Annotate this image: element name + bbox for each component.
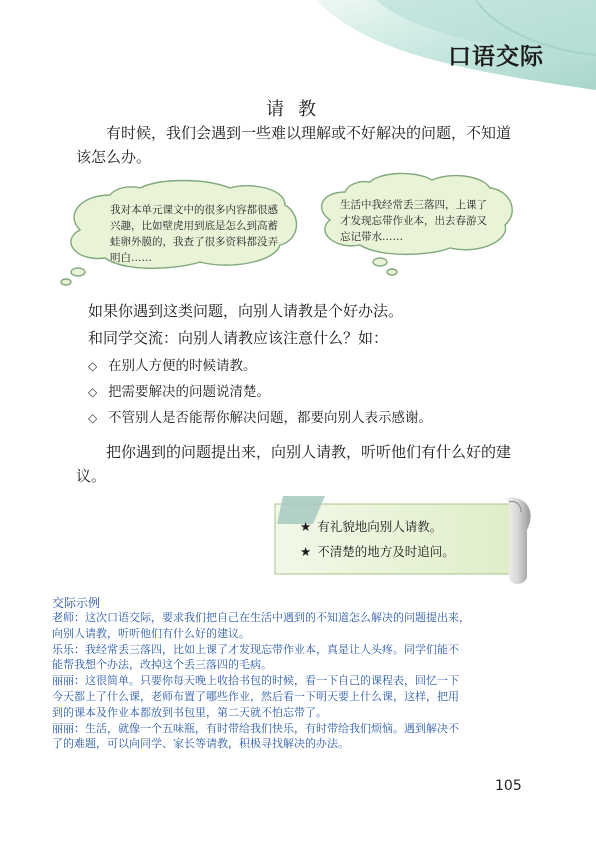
example-title: 交际示例 — [52, 596, 101, 610]
discuss-line: 和同学交流：向别人请教应该注意什么？如： — [88, 329, 389, 347]
advice-line: 如果你遇到这类问题，向别人请教是个好办法。 — [88, 302, 404, 320]
scroll-item: ★ 不清楚的地方及时追问。 — [300, 544, 455, 559]
intro-paragraph: 有时候，我们会遇到一些难以理解或不好解决的问题，不知道该怎么办。 — [76, 124, 512, 166]
dialogue-line: 能帮我想个办法，改掉这个丢三落四的毛病。 — [52, 658, 272, 672]
scroll-item: ★ 有礼貌地向别人请教。 — [300, 519, 443, 534]
dialogue-line: 丽丽：这很简单。只要你每天晚上收拾书包的时候，看一下自己的课程表，回忆一下 — [52, 674, 459, 688]
dialogue-line: 丽丽：生活，就像一个五味瓶，有时带给我们快乐，有时带给我们烦恼。遇到解决不 — [52, 721, 459, 735]
dialogue-line: 了的难题，可以向同学、家长等请教，积极寻找解决的办法。 — [52, 737, 349, 751]
tip-item: ◇ 把需要解决的问题说清楚。 — [88, 384, 270, 400]
section-title: 口语交际 — [448, 44, 544, 70]
star-icon: ★ — [300, 544, 312, 559]
scroll-note — [265, 490, 540, 590]
dialogue-line: 今天都上了什么课，老师布置了哪些作业，然后看一下明天要上什么课，这样，把用 — [52, 689, 459, 703]
dialogue-line: 乐乐：我经常丢三落四，比如上课了才发现忘带作业本，真是让人头疼。同学们能不 — [52, 642, 459, 656]
diamond-icon: ◇ — [88, 359, 98, 373]
tip-item: ◇ 在别人方便的时候请教。 — [88, 358, 257, 374]
diamond-icon: ◇ — [88, 385, 98, 399]
dialogue-line: 到的课本及作业本都放到书包里，第二天就不怕忘带了。 — [52, 705, 327, 719]
left-bubble-text: 我对本单元课文中的很多内容都很感兴趣，比如壁虎用到底是怎么到高蓄蛙卵外膜的，我查了很多资料都没弄明白…… — [110, 204, 278, 264]
dialogue-line: 向别人请教，听听他们有什么好的建议。 — [52, 626, 250, 640]
diamond-icon: ◇ — [88, 411, 98, 425]
final-paragraph: 把你遇到的问题提出来，向别人请教，听听他们有什么好的建议。 — [76, 443, 512, 485]
lesson-title: 请教 — [266, 99, 330, 120]
tip-item: ◇ 不管别人是否能帮你解决问题，都要向别人表示感谢。 — [88, 410, 432, 426]
right-bubble-text: 生活中我经常丢三落四，上课了才发现忘带作业本，出去春游又忘记带水…… — [340, 199, 487, 243]
dialogue-line: 老师：这次口语交际，要求我们把自己在生活中遇到的不知道怎么解决的问题提出来， — [52, 611, 470, 624]
page-number: 105 — [495, 778, 522, 794]
star-icon: ★ — [300, 519, 312, 534]
example-dialogue — [52, 610, 542, 752]
thought-bubbles — [0, 0, 596, 300]
